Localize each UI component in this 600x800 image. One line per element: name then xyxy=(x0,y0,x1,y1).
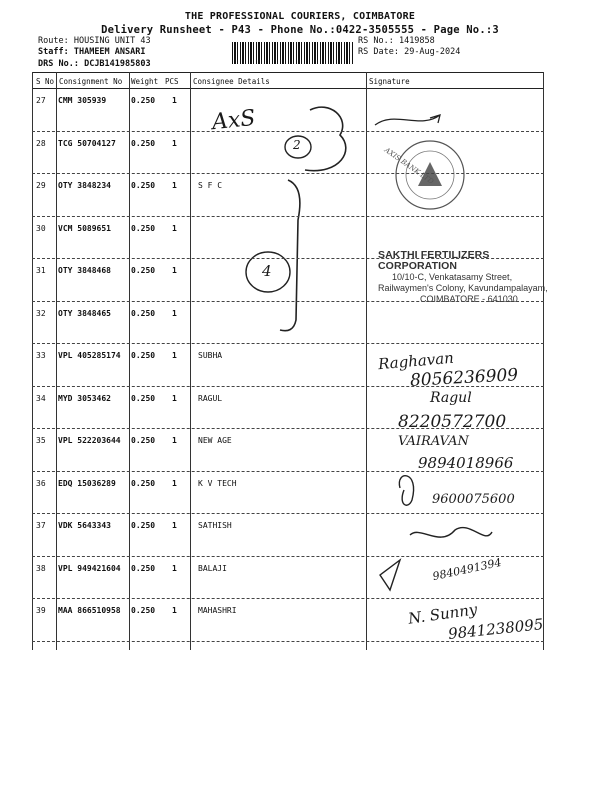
handwritten-newage-name: VAIRAVAN xyxy=(398,434,469,449)
runsheet-title: Delivery Runsheet - P43 - Phone No.:0422-3505555 - Page No.:3 xyxy=(101,24,499,36)
row-divider xyxy=(32,513,544,514)
row-weight: 0.250 xyxy=(131,351,156,360)
row-consignment: VPL 405285174 xyxy=(58,351,121,360)
row-divider xyxy=(32,428,544,429)
row-divider xyxy=(32,556,544,557)
row-consignment: OTY 3848234 xyxy=(58,181,111,190)
row-weight: 0.250 xyxy=(131,181,156,190)
row-sno: 30 xyxy=(36,223,46,233)
row-consignment: OTY 3848465 xyxy=(58,308,111,318)
row-consignee: BALAJI xyxy=(198,563,227,573)
row-weight: 0.250 xyxy=(131,308,156,318)
handwritten-subha-phone: 8056236909 xyxy=(409,365,519,391)
handwritten-balaji-phone: 9840491394 xyxy=(431,555,503,584)
stamp-address-line: COIMBATORE - 641030 xyxy=(420,294,518,304)
row-pcs: 1 xyxy=(172,393,177,403)
stamp-address-line: Railwaymen's Colony, Kavundampalayam, xyxy=(378,283,548,293)
stamp-address-line: 10/10-C, Venkatasamy Street, xyxy=(392,272,513,282)
row-sno: 36 xyxy=(36,478,46,488)
handwritten-mahashri-name: N. Sunny xyxy=(407,600,479,628)
row-consignment: CMM 305939 xyxy=(58,96,107,105)
row-weight: 0.250 xyxy=(131,138,156,148)
row-pcs: 1 xyxy=(172,266,177,275)
row-consignment: OTY 3848468 xyxy=(58,266,111,275)
bank-stamp-text: AXIS BANK LTD xyxy=(382,146,436,186)
scribble-bracket xyxy=(305,107,346,171)
handwritten-circle-2: 2 xyxy=(293,138,301,152)
row-divider xyxy=(32,343,544,344)
col-header-consignment: Consignment No xyxy=(59,77,123,86)
row-pcs: 1 xyxy=(172,521,177,530)
rs-date-value: 29-Aug-2024 xyxy=(404,47,461,57)
col-header-weight: Weight xyxy=(131,77,159,86)
drs-value: DCJB141985803 xyxy=(84,59,151,69)
handwritten-circle-4: 4 xyxy=(262,262,272,280)
staff-label: Staff: xyxy=(38,47,69,57)
row-divider xyxy=(32,131,544,132)
row-consignment: VPL 949421604 xyxy=(58,563,121,573)
handwritten-newage-phone: 9894018966 xyxy=(418,454,514,472)
row-divider xyxy=(32,598,544,599)
col-header-pcs: PCS xyxy=(165,77,179,86)
row-sno: 39 xyxy=(36,606,46,615)
signature-stroke xyxy=(380,560,400,590)
row-sno: 37 xyxy=(36,521,46,530)
row-divider xyxy=(32,216,544,217)
row-divider xyxy=(32,471,544,472)
col-header-sno: S No xyxy=(36,77,55,86)
row-pcs: 1 xyxy=(172,96,177,105)
row-sno: 31 xyxy=(36,266,46,275)
row-weight: 0.250 xyxy=(131,436,156,445)
row-consignment: VCM 5089651 xyxy=(58,223,111,233)
row-divider xyxy=(32,386,544,387)
row-pcs: 1 xyxy=(172,223,177,233)
row-sno: 27 xyxy=(36,96,46,105)
stamp-company-name: SAKTHI FERTILIZERS CORPORATION xyxy=(378,249,490,272)
row-pcs: 1 xyxy=(172,138,177,148)
row-sno: 34 xyxy=(36,393,46,403)
rs-date-label: RS Date: xyxy=(358,47,399,57)
rs-no-label: RS No.: xyxy=(358,36,394,46)
handwritten-ragul-name: Ragul xyxy=(430,390,472,406)
row-consignment: MYD 3053462 xyxy=(58,393,111,403)
row-consignment: TCG 50704127 xyxy=(58,138,116,148)
row-divider xyxy=(32,301,544,302)
row-sno: 28 xyxy=(36,138,46,148)
row-pcs: 1 xyxy=(172,478,177,488)
row-weight: 0.250 xyxy=(131,223,156,233)
handwritten-axs: AxS xyxy=(210,105,257,136)
signature-stroke xyxy=(410,528,492,538)
row-pcs: 1 xyxy=(172,308,177,318)
handwritten-ragul-phone: 8220572700 xyxy=(398,412,507,432)
row-consignment: MAA 866510958 xyxy=(58,606,121,615)
signature-stroke xyxy=(399,476,413,505)
row-consignee: NEW AGE xyxy=(198,436,232,445)
row-weight: 0.250 xyxy=(131,96,156,105)
col-header-signature: Signature xyxy=(369,77,410,86)
handwritten-mahashri-phone: 9841238095 xyxy=(447,615,545,643)
drs-label: DRS No.: xyxy=(38,59,79,69)
row-pcs: 1 xyxy=(172,606,177,615)
rs-no-value: 1419858 xyxy=(398,36,435,46)
company-title: THE PROFESSIONAL COURIERS, COIMBATORE xyxy=(184,11,416,22)
row-weight: 0.250 xyxy=(131,563,156,573)
row-pcs: 1 xyxy=(172,351,177,360)
staff-value: THAMEEM ANSARI xyxy=(73,47,146,57)
row-sno: 38 xyxy=(36,563,46,573)
row-pcs: 1 xyxy=(172,436,177,445)
handwritten-subha-name: Raghavan xyxy=(377,348,455,374)
row-consignee: K V TECH xyxy=(198,478,237,488)
signature-stroke xyxy=(375,115,440,125)
row-divider xyxy=(32,258,544,259)
handwritten-kvtech-phone: 9600075600 xyxy=(432,492,515,507)
row-sno: 33 xyxy=(36,351,46,360)
row-consignee: MAHASHRI xyxy=(198,606,237,615)
row-pcs: 1 xyxy=(172,563,177,573)
bracket-line xyxy=(280,180,300,331)
row-sno: 35 xyxy=(36,436,46,445)
row-weight: 0.250 xyxy=(131,266,156,275)
row-divider xyxy=(32,641,544,642)
row-weight: 0.250 xyxy=(131,521,156,530)
row-weight: 0.250 xyxy=(131,606,156,615)
row-weight: 0.250 xyxy=(131,478,156,488)
row-sno: 29 xyxy=(36,181,46,190)
row-consignee: RAGUL xyxy=(198,393,223,403)
col-header-consignee: Consignee Details xyxy=(193,77,270,86)
route-value: HOUSING UNIT 43 xyxy=(73,36,151,46)
row-weight: 0.250 xyxy=(131,393,156,403)
route-label: Route: xyxy=(38,36,69,46)
row-consignee: S F C xyxy=(198,181,223,190)
row-consignment: VDK 5643343 xyxy=(58,521,111,530)
row-consignee: SUBHA xyxy=(198,351,223,360)
row-pcs: 1 xyxy=(172,181,177,190)
row-consignee: SATHISH xyxy=(198,521,232,530)
row-consignment: EDQ 15036289 xyxy=(58,478,116,488)
row-sno: 32 xyxy=(36,308,46,318)
row-divider xyxy=(32,173,544,174)
row-consignment: VPL 522203644 xyxy=(58,436,121,445)
